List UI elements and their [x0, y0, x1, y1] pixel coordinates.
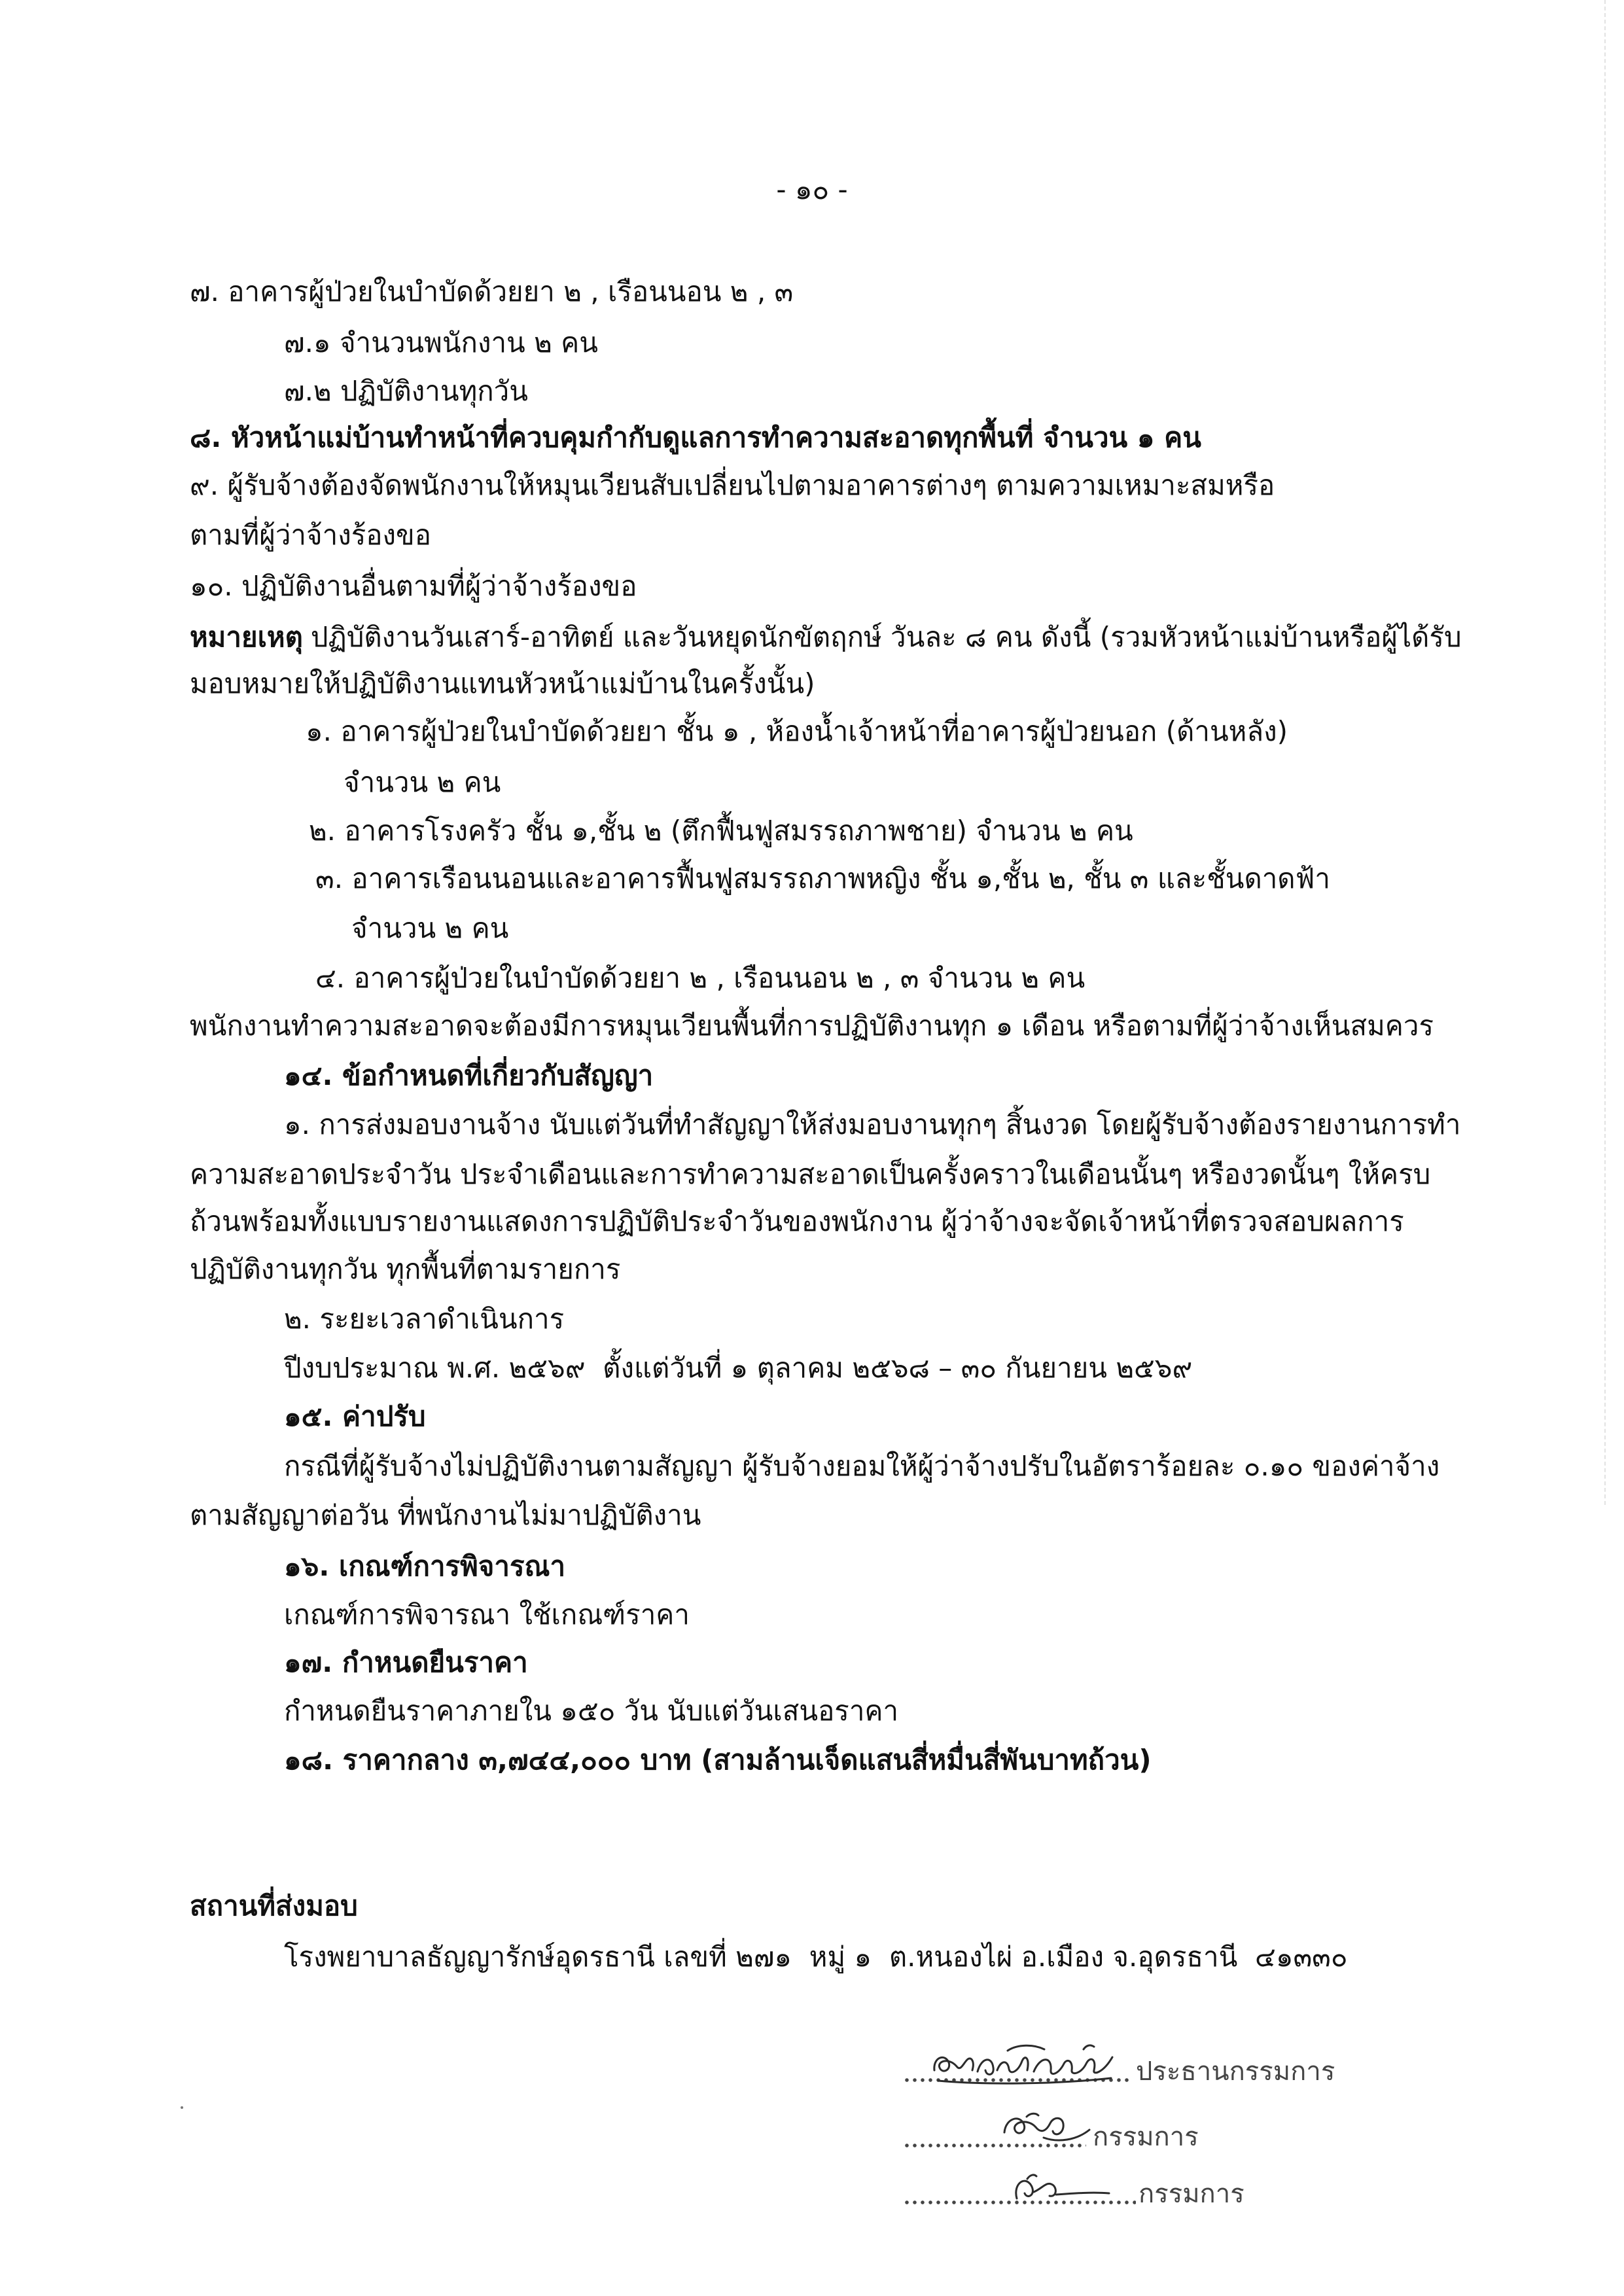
clause-16-text: เกณฑ์การพิจารณา ใช้เกณฑ์ราคา [284, 1598, 690, 1631]
clause-14-delivery-line-2: ความสะอาดประจำวัน ประจำเดือนและการทำความสะอาดเป็นครั้งคราวในเดือนนั้นๆ หรืองวดนั้นๆ ให้ครบ [190, 1158, 1431, 1190]
remark-item-1-line-1: ๑. อาคารผู้ป่วยในบำบัดด้วยยา ชั้น ๑ , ห้องน้ำเจ้าหน้าที่อาคารผู้ป่วยนอก (ด้านหลัง) [306, 715, 1288, 747]
clause-17-text: กำหนดยืนราคาภายใน ๑๕๐ วัน นับแต่วันเสนอราคา [284, 1695, 899, 1727]
delivery-place-label: สถานที่ส่งมอบ [190, 1890, 358, 1922]
remark-item-2: ๒. อาคารโรงครัว ชั้น ๑,ชั้น ๒ (ตึกฟื้นฟูสมรรถภาพชาย) จำนวน ๒ คน [309, 815, 1133, 847]
signature-title: กรรมการ [1093, 2122, 1199, 2152]
item-7-1-staff: ๗.๑ จำนวนพนักงาน ๒ คน [284, 327, 598, 359]
rotation-note: พนักงานทำความสะอาดจะต้องมีการหมุนเวียนพื้นที่การปฏิบัติงานทุก ๑ เดือน หรือตามที่ผู้ว่าจ้างเห็นสมควร [190, 1010, 1434, 1042]
item-9-line-2: ตามที่ผู้ว่าจ้างร้องขอ [190, 519, 431, 551]
clause-14-duration-title: ๒. ระยะเวลาดำเนินการ [284, 1303, 565, 1335]
remark-item-3-line-2: จำนวน ๒ คน [351, 912, 509, 944]
remark-item-4: ๔. อาคารผู้ป่วยในบำบัดด้วยยา ๒ , เรือนนอน ๒ , ๓ จำนวน ๒ คน [315, 962, 1086, 994]
remark-line-2: มอบหมายให้ปฏิบัติงานแทนหัวหน้าแม่บ้านในครั้งนั้น) [190, 667, 815, 699]
signature-title: กรรมการ [1139, 2179, 1244, 2209]
remark-text: ปฏิบัติงานวันเสาร์-อาทิตย์ และวันหยุดนักขัตฤกษ์ วันละ ๘ คน ดังนี้ (รวมหัวหน้าแม่บ้านหรือผู้ได้รับ [310, 621, 1462, 653]
signature-scribble [998, 2106, 1096, 2149]
clause-14-title: ๑๔. ข้อกำหนดที่เกี่ยวกับสัญญา [284, 1059, 654, 1091]
remark-label: หมายเหตุ [190, 621, 303, 653]
clause-15-title: ๑๕. ค่าปรับ [284, 1400, 426, 1432]
item-7-2-schedule: ๗.๒ ปฏิบัติงานทุกวัน [284, 375, 528, 407]
item-9-line-1: ๙. ผู้รับจ้างต้องจัดพนักงานให้หมุนเวียนสับเปลี่ยนไปตามอาคารต่างๆ ตามความเหมาะสมหรือ [190, 469, 1275, 501]
signature-scribble [1008, 2166, 1112, 2212]
signature-title: ประธานกรรมการ [1136, 2057, 1335, 2087]
scan-speck [181, 2106, 183, 2109]
remark-line-1 [190, 612, 1598, 662]
clause-14-delivery-line-4: ปฏิบัติงานทุกวัน ทุกพื้นที่ตามรายการ [190, 1253, 621, 1285]
page-number: - ๑๐ - [776, 173, 848, 205]
clause-16-title: ๑๖. เกณฑ์การพิจารณา [284, 1550, 566, 1582]
clause-15-line-2: ตามสัญญาต่อวัน ที่พนักงานไม่มาปฏิบัติงาน [190, 1499, 701, 1531]
remark-item-3-line-1: ๓. อาคารเรือนนอนและอาคารฟื้นฟูสมรรถภาพหญิง ชั้น ๑,ชั้น ๒, ชั้น ๓ และชั้นดาดฟ้า [315, 862, 1330, 894]
remark-item-1-line-2: จำนวน ๒ คน [344, 766, 501, 798]
scan-edge-artifact [1604, 0, 1606, 1505]
signature-row-committee-2 [903, 2170, 1597, 2219]
item-8-head-housekeeper: ๘. หัวหน้าแม่บ้านทำหน้าที่ควบคุมกำกับดูแลการทำความสะอาดทุกพื้นที่ จำนวน ๑ คน [190, 421, 1201, 453]
clause-14-delivery-line-3: ถ้วนพร้อมทั้งแบบรายงานแสดงการปฏิบัติประจำวันของพนักงาน ผู้ว่าจ้างจะจัดเจ้าหน้าที่ตรวจสอบผลการ [190, 1205, 1404, 1237]
clause-18-median-price: ๑๘. ราคากลาง ๓,๗๔๔,๐๐๐ บาท (สามล้านเจ็ดแสนสี่หมื่นสี่พันบาทถ้วน) [284, 1744, 1152, 1776]
item-7-title: ๗. อาคารผู้ป่วยในบำบัดด้วยยา ๒ , เรือนนอน ๒ , ๓ [190, 275, 794, 308]
signature-scribble [929, 2038, 1119, 2093]
signature-row-chairman [903, 2047, 1597, 2096]
signature-row-committee-1 [903, 2113, 1597, 2162]
clause-17-title: ๑๗. กำหนดยืนราคา [284, 1646, 528, 1678]
clause-15-line-1: กรณีที่ผู้รับจ้างไม่ปฏิบัติงานตามสัญญา ผู้รับจ้างยอมให้ผู้ว่าจ้างปรับในอัตราร้อยละ ๐.๑๐ ของค่าจ้าง [284, 1450, 1440, 1482]
clause-14-duration: ปีงบประมาณ พ.ศ. ๒๕๖๙ ตั้งแต่วันที่ ๑ ตุลาคม ๒๕๖๘ – ๓๐ กันยายน ๒๕๖๙ [284, 1352, 1193, 1384]
clause-14-delivery-line-1: ๑. การส่งมอบงานจ้าง นับแต่วันที่ทำสัญญาให้ส่งมอบงานทุกๆ สิ้นงวด โดยผู้รับจ้างต้องรายงานการทำ [284, 1108, 1461, 1140]
delivery-place-address: โรงพยาบาลธัญญารักษ์อุดรธานี เลขที่ ๒๗๑ หมู่ ๑ ต.หนองไผ่ อ.เมือง จ.อุดรธานี ๔๑๓๓๐ [284, 1941, 1348, 1973]
item-10-other-duties: ๑๐. ปฏิบัติงานอื่นตามที่ผู้ว่าจ้างร้องขอ [190, 570, 637, 602]
